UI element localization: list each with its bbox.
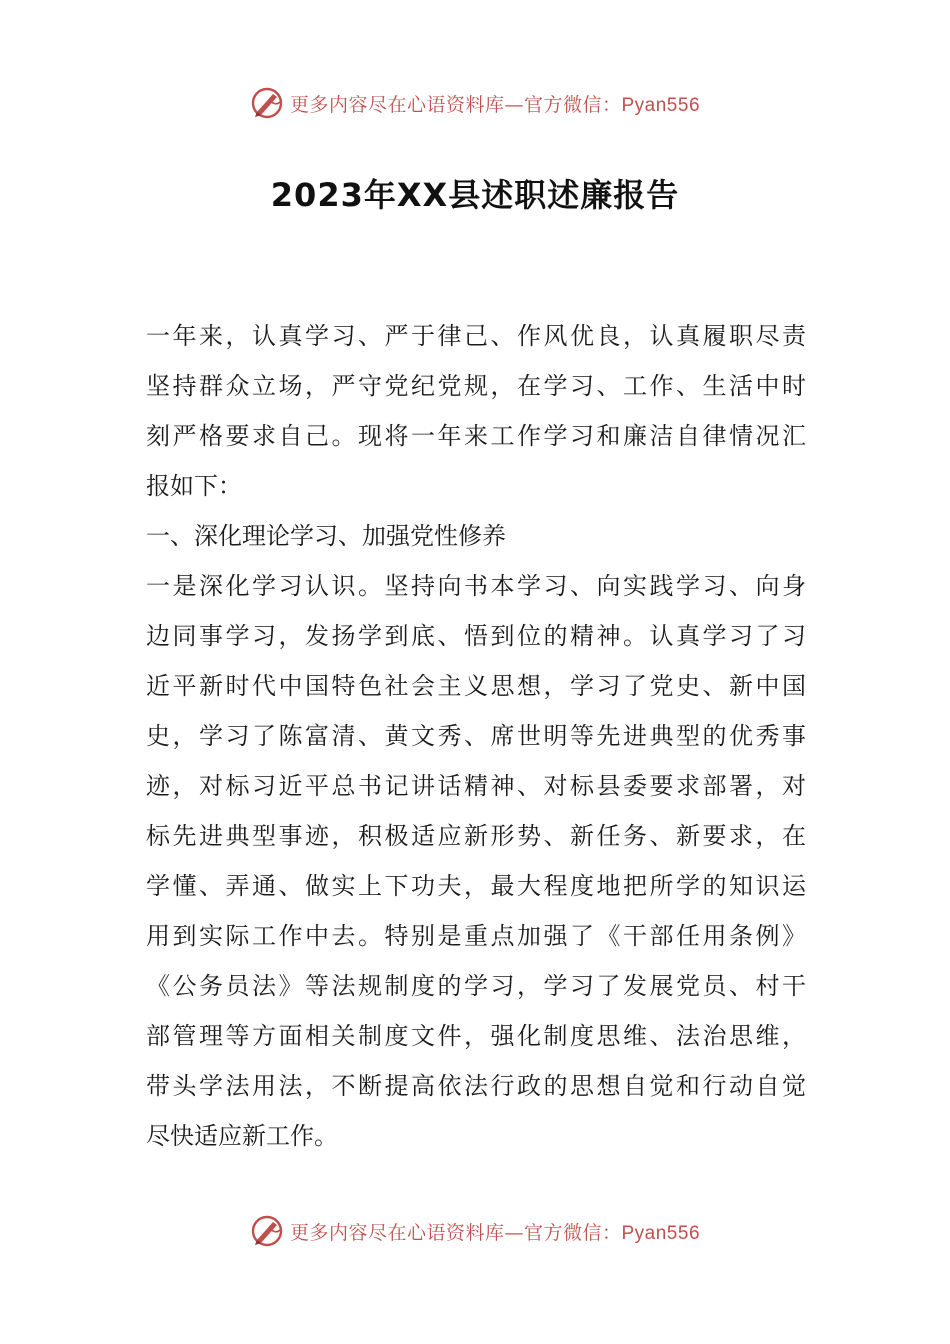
footer-watermark bbox=[0, 1211, 950, 1251]
text-line: 坚持群众立场，严守党纪党规，在学习、工作、生活中时 bbox=[146, 372, 806, 400]
text-line: 学懂、弄通、做实上下功夫，最大程度地把所学的知识运 bbox=[146, 872, 806, 900]
document-title: 2023年XX县述职述廉报告 bbox=[270, 176, 680, 214]
text-line: 部管理等方面相关制度文件，强化制度思维、法治思维， bbox=[146, 1022, 806, 1050]
watermark-text: 更多内容尽在心语资料库—官方微信：Pyan556 bbox=[289, 1221, 701, 1244]
text-line: 带头学法用法，不断提高依法行政的思想自觉和行动自觉 bbox=[146, 1072, 806, 1100]
text-line: 刻严格要求自己。现将一年来工作学习和廉洁自律情况汇 bbox=[146, 422, 806, 450]
text-line: 一、深化理论学习、加强党性修养 bbox=[146, 522, 506, 550]
text-line: 《公务员法》等法规制度的学习，学习了发展党员、村干 bbox=[146, 972, 806, 1000]
text-line: 近平新时代中国特色社会主义思想，学习了党史、新中国 bbox=[146, 672, 806, 700]
text-line: 报如下： bbox=[146, 472, 242, 500]
header-watermark bbox=[0, 83, 950, 123]
watermark-text: 更多内容尽在心语资料库—官方微信：Pyan556 bbox=[289, 93, 701, 116]
pen-circle-logo-icon bbox=[250, 86, 284, 120]
text-line: 边同事学习，发扬学到底、悟到位的精神。认真学习了习 bbox=[146, 622, 806, 650]
text-line: 用到实际工作中去。特别是重点加强了《干部任用条例》 bbox=[146, 922, 806, 950]
text-line: 标先进典型事迹，积极适应新形势、新任务、新要求，在 bbox=[146, 822, 806, 850]
text-line: 一是深化学习认识。坚持向书本学习、向实践学习、向身 bbox=[146, 572, 806, 600]
text-line: 尽快适应新工作。 bbox=[146, 1122, 338, 1150]
text-line: 迹，对标习近平总书记讲话精神、对标县委要求部署，对 bbox=[146, 772, 806, 800]
pen-circle-logo-icon bbox=[250, 1214, 284, 1248]
text-line: 一年来，认真学习、严于律己、作风优良，认真履职尽责 bbox=[146, 322, 806, 350]
text-line: 史，学习了陈富清、黄文秀、席世明等先进典型的优秀事 bbox=[146, 722, 806, 750]
document-body bbox=[146, 311, 806, 1161]
